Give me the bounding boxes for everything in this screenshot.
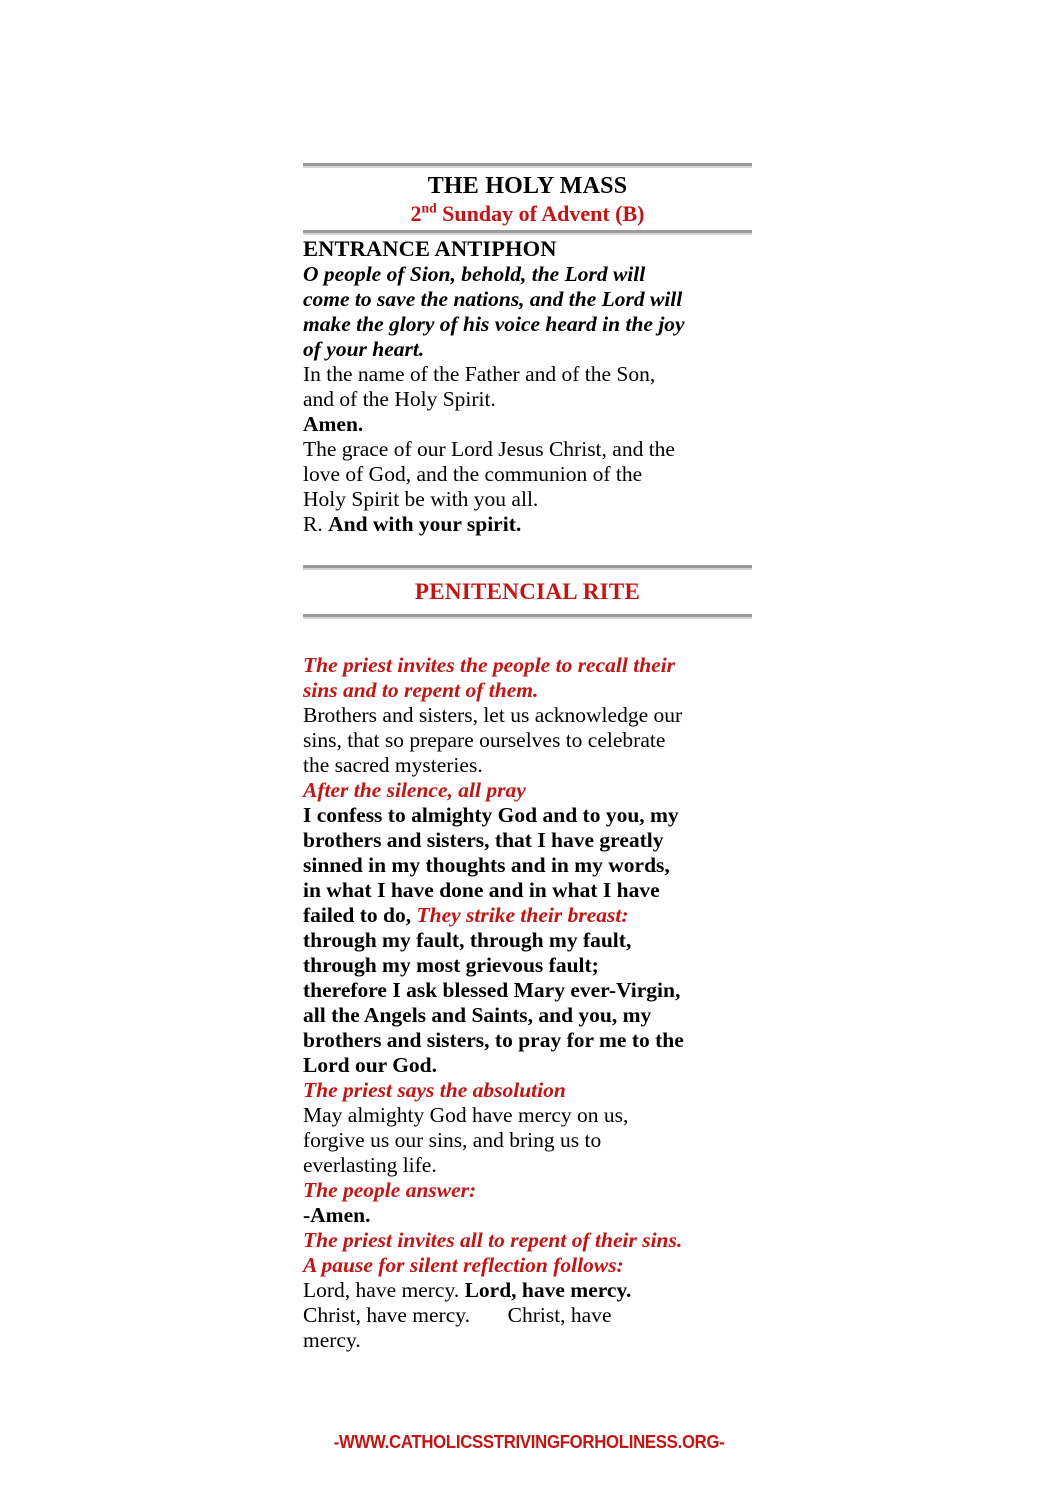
kyrie-christ-people: Christ, have	[507, 1303, 612, 1327]
greeting-line: The grace of our Lord Jesus Christ, and the	[303, 437, 675, 461]
confiteor-fragment: failed to do,	[303, 903, 417, 927]
kyrie-christ-people-cont: mercy.	[303, 1328, 361, 1352]
document-content	[303, 163, 752, 1353]
rubric-people-answer: The people answer:	[303, 1178, 477, 1202]
antiphon-line: of your heart.	[303, 337, 425, 361]
invitation-line: the sacred mysteries.	[303, 753, 483, 777]
subtitle-rest: Sunday of Advent (B)	[436, 201, 645, 226]
kyrie-christ-priest: Christ, have mercy.	[303, 1303, 470, 1327]
absolution-text	[303, 1103, 752, 1178]
confiteor-line: I confess to almighty God and to you, my	[303, 803, 679, 827]
invitation-line: sins, that so prepare ourselves to celebrate	[303, 728, 666, 752]
greeting-text	[303, 437, 752, 512]
kyrie-lord-people: Lord, have mercy.	[464, 1278, 632, 1302]
people-amen-response: -Amen.	[303, 1203, 371, 1227]
confiteor-line: Lord our God.	[303, 1053, 438, 1077]
spacer	[303, 619, 752, 653]
antiphon-line: come to save the nations, and the Lord will	[303, 287, 683, 311]
absolution-line: everlasting life.	[303, 1153, 437, 1177]
response-prefix: R.	[303, 512, 329, 536]
rubric-line: sins and to repent of them.	[303, 678, 539, 702]
antiphon-line: make the glory of his voice heard in the joy	[303, 312, 685, 336]
absolution-line: forgive us our sins, and bring us to	[303, 1128, 602, 1152]
confiteor-text	[303, 803, 752, 1078]
rubric-line: A pause for silent reflection follows:	[303, 1253, 624, 1277]
kyrie-spacer	[470, 1303, 508, 1327]
entrance-antiphon-section	[303, 235, 752, 537]
confiteor-line: in what I have done and in what I have	[303, 878, 660, 902]
confiteor-line: therefore I ask blessed Mary ever-Virgin,	[303, 978, 681, 1002]
response-text: And with your spirit.	[328, 512, 522, 536]
confiteor-line: brothers and sisters, to pray for me to the	[303, 1028, 684, 1052]
rubric-after-the-silence: After the silence, all pray	[303, 778, 526, 802]
sign-of-cross-text	[303, 362, 752, 412]
rubric-line: The priest invites the people to recall their	[303, 653, 676, 677]
website-url[interactable]: -WWW.CATHOLICSSTRIVINGFORHOLINESS.ORG-	[333, 1432, 725, 1452]
rubric-strike-breast: They strike their breast:	[416, 903, 629, 927]
greeting-line: Holy Spirit be with you all.	[303, 487, 539, 511]
rubric-priest-invites	[303, 653, 752, 703]
kyrie-lord-priest: Lord, have mercy.	[303, 1278, 465, 1302]
penitencial-rite-heading: PENITENCIAL RITE	[414, 579, 641, 604]
absolution-line: May almighty God have mercy on us,	[303, 1103, 629, 1127]
confiteor-line: all the Angels and Saints, and you, my	[303, 1003, 652, 1027]
page-subtitle	[303, 200, 752, 227]
sign-of-cross-line: In the name of the Father and of the Son,	[303, 362, 656, 386]
confiteor-line: through my fault, through my fault,	[303, 928, 632, 952]
confiteor-line: sinned in my thoughts and in my words,	[303, 853, 670, 877]
subtitle-number: 2	[410, 201, 422, 226]
kyrie-lord-line	[303, 1278, 752, 1303]
confiteor-line: through my most grievous fault;	[303, 953, 599, 977]
footer	[0, 1432, 1058, 1453]
greeting-line: love of God, and the communion of the	[303, 462, 643, 486]
page-title: THE HOLY MASS	[427, 173, 628, 199]
entrance-antiphon-heading: ENTRANCE ANTIPHON	[303, 236, 557, 261]
antiphon-line: O people of Sion, behold, the Lord will	[303, 262, 646, 286]
penitencial-rite-section	[303, 653, 752, 1353]
invitation-text	[303, 703, 752, 778]
rubric-line: The priest invites all to repent of their sins.	[303, 1228, 683, 1252]
confiteor-line: brothers and sisters, that I have greatly	[303, 828, 664, 852]
rubric-priest-invites-repent	[303, 1228, 752, 1278]
amen-response: Amen.	[303, 412, 364, 436]
confiteor-line-with-rubric	[303, 903, 752, 928]
invitation-line: Brothers and sisters, let us acknowledge our	[303, 703, 683, 727]
kyrie-text	[303, 1278, 752, 1353]
and-with-your-spirit-response	[303, 512, 752, 537]
kyrie-christ-line	[303, 1303, 752, 1328]
subtitle-ordinal: nd	[421, 200, 437, 216]
rubric-priest-says-absolution: The priest says the absolution	[303, 1078, 566, 1102]
title-block	[303, 168, 752, 230]
sign-of-cross-line: and of the Holy Spirit.	[303, 387, 496, 411]
antiphon-text	[303, 262, 752, 362]
penitencial-rite-banner-block	[303, 565, 752, 619]
